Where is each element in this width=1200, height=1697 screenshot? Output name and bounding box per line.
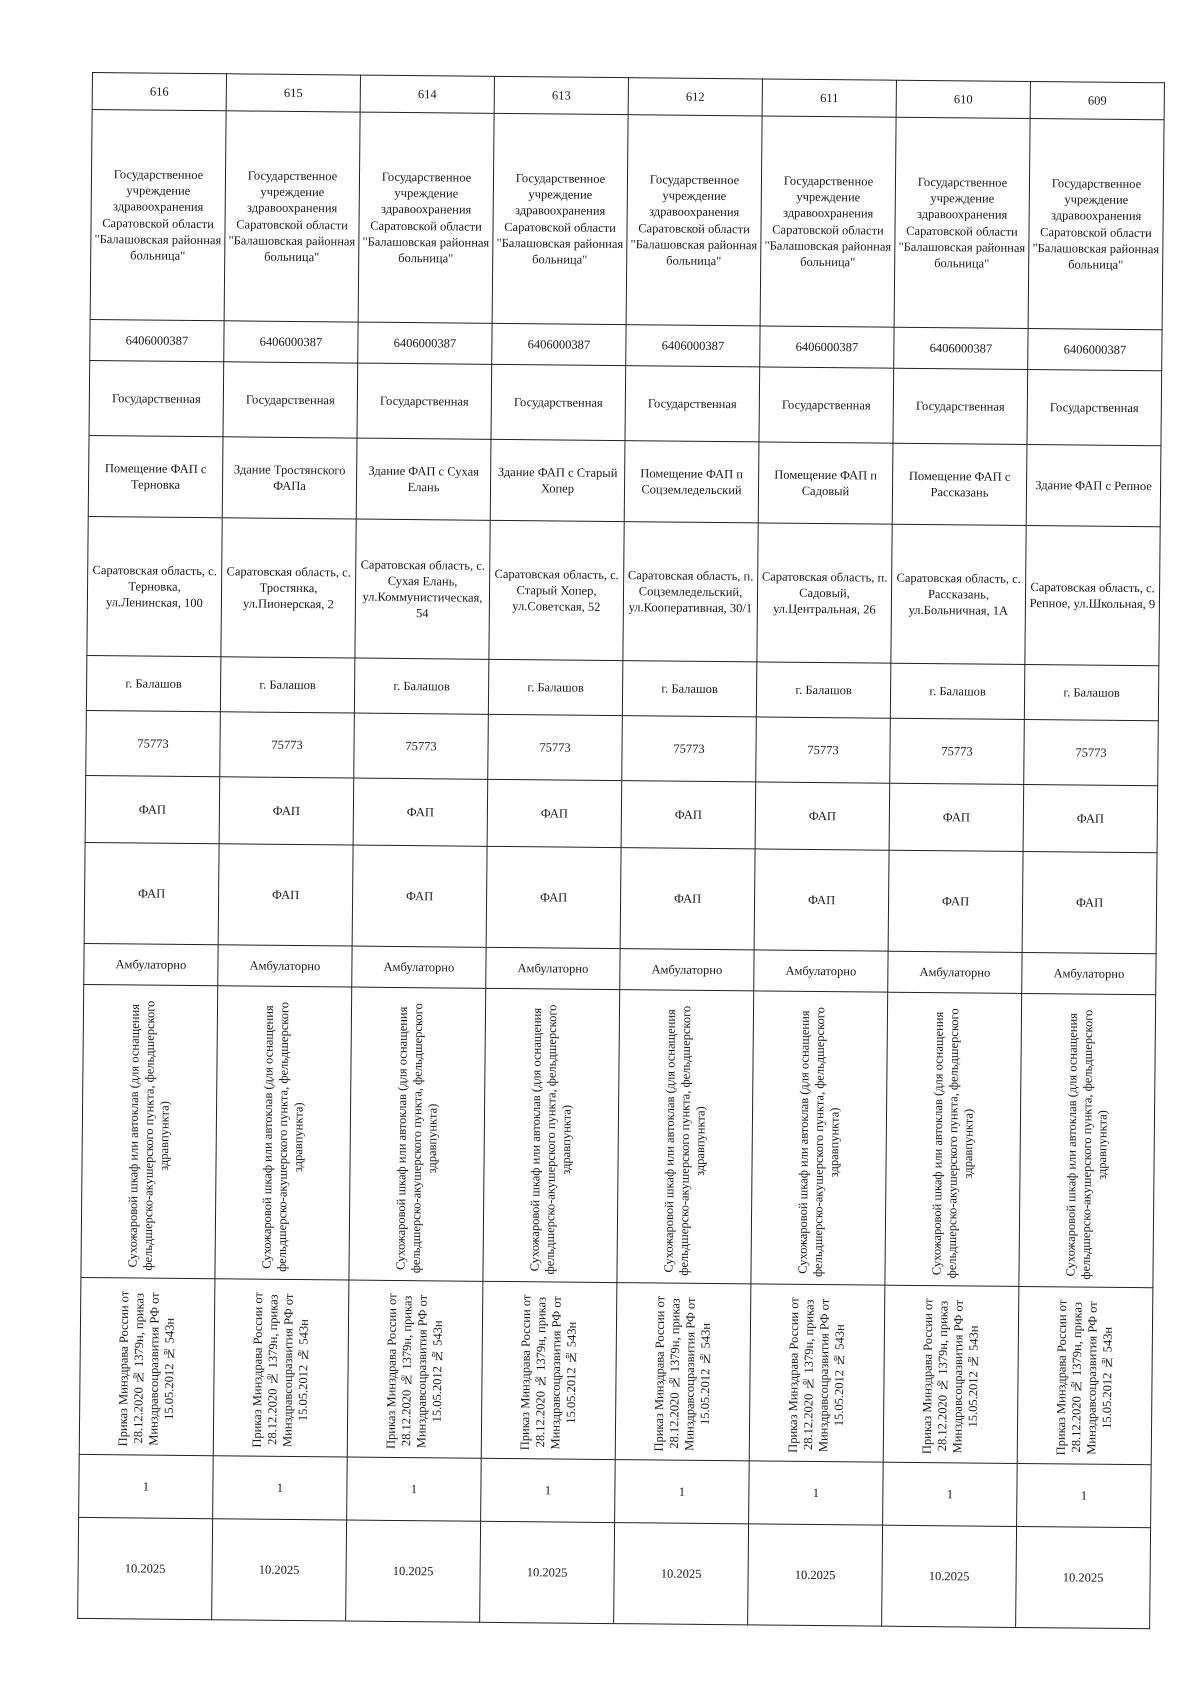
cell-qty: 1 — [1017, 1463, 1152, 1527]
cell-oktmo: 75773 — [890, 718, 1025, 784]
cell-order — [347, 1280, 483, 1458]
cell-num: 609 — [1030, 82, 1164, 120]
cell-type2: ФАП — [620, 848, 755, 950]
cell-date: 10.2025 — [748, 1524, 883, 1626]
cell-order-text: Приказ Минздрава России от 28.12.2020 № 1379н, приказ Минздравсоцразвития РФ от 15.05.2012 № 543н — [1053, 1299, 1115, 1456]
cell-form: Амбулаторно — [486, 947, 620, 989]
cell-date: 10.2025 — [346, 1520, 481, 1622]
cell-form: Амбулаторно — [84, 943, 218, 985]
cell-object: Помещение ФАП с Терновка — [88, 435, 223, 517]
vertical-text-wrap — [83, 1280, 212, 1453]
cell-oktmo: 75773 — [488, 714, 623, 780]
cell-form: Амбулаторно — [1022, 952, 1156, 994]
cell-object: Здание Тростянского ФАПа — [222, 437, 357, 519]
cell-object: Помещение ФАП п Соцземледельский — [624, 441, 759, 523]
cell-city: г. Балашов — [1024, 664, 1159, 720]
vertical-text-wrap — [218, 988, 348, 1277]
cell-org: Государственное учреждение здравоохранения Саратовской области "Балашовская районная больница" — [492, 113, 628, 324]
cell-date: 10.2025 — [614, 1523, 749, 1625]
cell-qty: 1 — [481, 1458, 616, 1522]
cell-org: Государственное учреждение здравоохранения Саратовской области "Балашовская районная больница" — [626, 115, 762, 326]
cell-org: Государственное учреждение здравоохранения Саратовской области "Балашовская районная больница" — [224, 111, 360, 322]
cell-inn: 6406000387 — [358, 322, 492, 364]
cell-equipment-text: Сухожаровой шкаф или автоклав (для оснащения фельдшерско-акушерского пункта, фельдшерского здравпункта) — [795, 1006, 842, 1278]
cell-equipment — [1019, 993, 1156, 1287]
cell-equipment-text: Сухожаровой шкаф или автоклав (для оснащения фельдшерско-акушерского пункта, фельдшерского здравпункта) — [527, 1004, 574, 1275]
cell-type2: ФАП — [1022, 851, 1157, 953]
cell-type2: ФАП — [84, 842, 219, 944]
cell-form: Амбулаторно — [754, 950, 888, 992]
cell-form: Амбулаторно — [218, 945, 352, 987]
vertical-text-wrap — [620, 992, 750, 1281]
cell-type1: ФАП — [487, 779, 622, 847]
cell-date: 10.2025 — [1016, 1526, 1151, 1628]
row-type2 — [84, 842, 1157, 953]
cell-ownership: Государственная — [759, 367, 894, 443]
cell-order-text: Приказ Минздрава России от 28.12.2020 № 1379н, приказ Минздравсоцразвития РФ от 15.05.2012 № 543н — [383, 1293, 445, 1449]
cell-order-text: Приказ Минздрава России от 28.12.2020 № 1379н, приказ Минздравсоцразвития РФ от 15.05.2012 № 543н — [115, 1290, 177, 1447]
cell-city: г. Балашов — [86, 655, 221, 711]
vertical-text-wrap — [888, 995, 1018, 1284]
cell-address: Саратовская область, с. Репное, ул.Школьная, 9 — [1025, 525, 1160, 665]
cell-address: Саратовская область, с. Тростянка, ул.Пионерская, 2 — [221, 518, 356, 658]
cell-oktmo: 75773 — [220, 712, 355, 778]
cell-order-text: Приказ Минздрава России от 28.12.2020 № 1379н, приказ Минздравсоцразвития РФ от 15.05.2012 № 543н — [919, 1298, 981, 1454]
cell-num: 612 — [628, 78, 762, 116]
register-table-body — [78, 73, 1165, 1629]
cell-equipment — [885, 992, 1022, 1286]
vertical-text-wrap — [352, 990, 482, 1279]
cell-form: Амбулаторно — [888, 951, 1022, 993]
vertical-text-wrap — [217, 1281, 346, 1454]
cell-city: г. Балашов — [622, 661, 757, 717]
cell-order-text: Приказ Минздрава России от 28.12.2020 № 1379н, приказ Минздравсоцразвития РФ от 15.05.2012 № 543н — [249, 1291, 311, 1448]
cell-order — [749, 1284, 885, 1462]
cell-ownership: Государственная — [1027, 369, 1162, 445]
cell-qty: 1 — [883, 1462, 1018, 1526]
cell-address: Саратовская область, с. Рассказань, ул.Больничная, 1А — [891, 524, 1026, 664]
vertical-text-wrap — [485, 1284, 614, 1457]
cell-oktmo: 75773 — [86, 710, 221, 776]
cell-equipment-text: Сухожаровой шкаф или автоклав (для оснащения фельдшерско-акушерского пункта, фельдшерского здравпункта) — [929, 1008, 976, 1279]
cell-type1: ФАП — [755, 782, 890, 850]
row-equipment — [81, 984, 1156, 1287]
cell-order — [615, 1283, 751, 1461]
vertical-text-wrap — [1021, 1289, 1150, 1462]
cell-org: Государственное учреждение здравоохранения Саратовской области "Балашовская районная больница" — [760, 116, 896, 327]
cell-num: 611 — [762, 79, 896, 117]
row-ownership — [89, 360, 1162, 445]
cell-qty: 1 — [749, 1461, 884, 1525]
cell-type1: ФАП — [889, 783, 1024, 851]
cell-qty: 1 — [79, 1454, 214, 1518]
cell-order-text: Приказ Минздрава России от 28.12.2020 № 1379н, приказ Минздравсоцразвития РФ от 15.05.2012 № 543н — [785, 1296, 847, 1453]
row-address — [87, 516, 1160, 665]
cell-ownership: Государственная — [223, 362, 358, 438]
cell-type1: ФАП — [353, 778, 488, 846]
cell-city: г. Балашов — [354, 658, 489, 714]
cell-equipment-text: Сухожаровой шкаф или автоклав (для оснащения фельдшерско-акушерского пункта, фельдшерского здравпункта) — [125, 1000, 172, 1271]
cell-inn: 6406000387 — [492, 323, 626, 365]
cell-inn: 6406000387 — [224, 321, 358, 363]
cell-form: Амбулаторно — [620, 949, 754, 991]
cell-object: Здание ФАП с Репное — [1026, 444, 1161, 526]
cell-num: 616 — [92, 73, 226, 111]
cell-order — [481, 1281, 617, 1459]
cell-ownership: Государственная — [893, 368, 1028, 444]
cell-type1: ФАП — [621, 781, 756, 849]
cell-ownership: Государственная — [491, 364, 626, 440]
cell-num: 615 — [226, 74, 360, 112]
cell-city: г. Балашов — [756, 662, 891, 718]
document-sheet — [77, 72, 1165, 1629]
vertical-text-wrap — [754, 993, 884, 1282]
row-oktmo — [86, 710, 1159, 785]
vertical-text-wrap — [84, 987, 214, 1276]
cell-equipment — [215, 986, 352, 1280]
cell-date: 10.2025 — [212, 1519, 347, 1621]
cell-type2: ФАП — [888, 850, 1023, 952]
cell-address: Саратовская область, п. Соцземледельский, ул.Кооперативная, 30/1 — [623, 522, 758, 662]
cell-date: 10.2025 — [882, 1525, 1017, 1627]
cell-type2: ФАП — [486, 846, 621, 948]
vertical-text-wrap — [887, 1288, 1016, 1461]
row-order — [79, 1277, 1153, 1464]
cell-type1: ФАП — [1023, 784, 1158, 852]
cell-inn: 6406000387 — [626, 325, 760, 367]
cell-date: 10.2025 — [480, 1521, 615, 1623]
cell-object: Помещение ФАП п Садовый — [758, 442, 893, 524]
cell-oktmo: 75773 — [1024, 719, 1159, 785]
cell-num: 610 — [896, 80, 1030, 118]
cell-address: Саратовская область, п. Садовый, ул.Центральная, 26 — [757, 523, 892, 663]
cell-ownership: Государственная — [357, 363, 492, 439]
cell-inn: 6406000387 — [760, 326, 894, 368]
cell-equipment-text: Сухожаровой шкаф или автоклав (для оснащения фельдшерско-акушерского пункта, фельдшерского здравпункта) — [661, 1005, 708, 1276]
cell-order — [883, 1285, 1019, 1463]
cell-oktmo: 75773 — [354, 713, 489, 779]
cell-qty: 1 — [615, 1460, 750, 1524]
cell-form: Амбулаторно — [352, 946, 486, 988]
cell-order-text: Приказ Минздрава России от 28.12.2020 № 1379н, приказ Минздравсоцразвития РФ от 15.05.2012 № 543н — [651, 1295, 713, 1452]
cell-address: Саратовская область, с. Сухая Елань, ул.Коммунистическая, 54 — [355, 519, 490, 659]
cell-equipment-text: Сухожаровой шкаф или автоклав (для оснащения фельдшерско-акушерского пункта, фельдшерского здравпункта) — [1063, 1009, 1110, 1280]
cell-equipment — [483, 988, 620, 1282]
cell-ownership: Государственная — [89, 360, 224, 436]
cell-object: Помещение ФАП с Рассказань — [892, 443, 1027, 525]
vertical-text-wrap — [1022, 996, 1152, 1285]
cell-order-text: Приказ Минздрава России от 28.12.2020 № 1379н, приказ Минздравсоцразвития РФ от 15.05.2012 № 543н — [517, 1294, 579, 1451]
cell-order — [213, 1279, 349, 1457]
cell-inn: 6406000387 — [894, 327, 1028, 369]
cell-org: Государственное учреждение здравоохранения Саратовской области "Балашовская районная больница" — [90, 110, 226, 321]
cell-type2: ФАП — [218, 844, 353, 946]
cell-equipment — [349, 987, 486, 1281]
cell-num: 613 — [494, 76, 628, 114]
cell-object: Здание ФАП с Сухая Елань — [356, 438, 491, 520]
row-object — [88, 435, 1161, 526]
vertical-text-wrap — [351, 1283, 480, 1456]
cell-num: 614 — [360, 75, 494, 113]
cell-order — [1017, 1286, 1153, 1464]
cell-org: Государственное учреждение здравоохранения Саратовской области "Балашовская районная больница" — [1028, 119, 1164, 330]
cell-object: Здание ФАП с Старый Хопер — [490, 439, 625, 521]
cell-oktmo: 75773 — [756, 717, 891, 783]
cell-city: г. Балашов — [488, 659, 623, 715]
cell-org: Государственное учреждение здравоохранения Саратовской области "Балашовская районная больница" — [894, 117, 1030, 328]
vertical-text-wrap — [619, 1285, 748, 1458]
cell-qty: 1 — [213, 1456, 348, 1520]
cell-oktmo: 75773 — [622, 716, 757, 782]
cell-equipment-text: Сухожаровой шкаф или автоклав (для оснащения фельдшерско-акушерского пункта, фельдшерского здравпункта) — [393, 1003, 440, 1274]
cell-qty: 1 — [347, 1457, 482, 1521]
cell-type1: ФАП — [85, 775, 220, 843]
cell-type1: ФАП — [219, 777, 354, 845]
row-org — [90, 110, 1164, 330]
vertical-text-wrap — [753, 1286, 882, 1459]
cell-org: Государственное учреждение здравоохранения Саратовской области "Балашовская районная больница" — [358, 112, 494, 323]
cell-type2: ФАП — [352, 845, 487, 947]
cell-equipment — [751, 991, 888, 1285]
cell-equipment — [617, 990, 754, 1284]
cell-city: г. Балашов — [890, 663, 1025, 719]
cell-inn: 6406000387 — [1028, 328, 1162, 370]
cell-address: Саратовская область, с. Терновка, ул.Ленинская, 100 — [87, 516, 222, 656]
cell-address: Саратовская область, с. Старый Хопер, ул.Советская, 52 — [489, 520, 624, 660]
cell-type2: ФАП — [754, 849, 889, 951]
row-type1 — [85, 775, 1158, 852]
cell-date: 10.2025 — [78, 1517, 213, 1619]
row-city — [86, 655, 1158, 720]
register-table — [77, 72, 1165, 1629]
row-qty — [79, 1454, 1152, 1527]
cell-inn: 6406000387 — [90, 319, 224, 361]
cell-equipment-text: Сухожаровой шкаф или автоклав (для оснащения фельдшерско-акушерского пункта, фельдшерского здравпункта) — [259, 1001, 306, 1272]
row-date — [78, 1517, 1151, 1628]
cell-ownership: Государственная — [625, 366, 760, 442]
vertical-text-wrap — [486, 991, 616, 1280]
cell-equipment — [81, 984, 218, 1278]
cell-order — [79, 1277, 215, 1455]
cell-city: г. Балашов — [220, 657, 355, 713]
